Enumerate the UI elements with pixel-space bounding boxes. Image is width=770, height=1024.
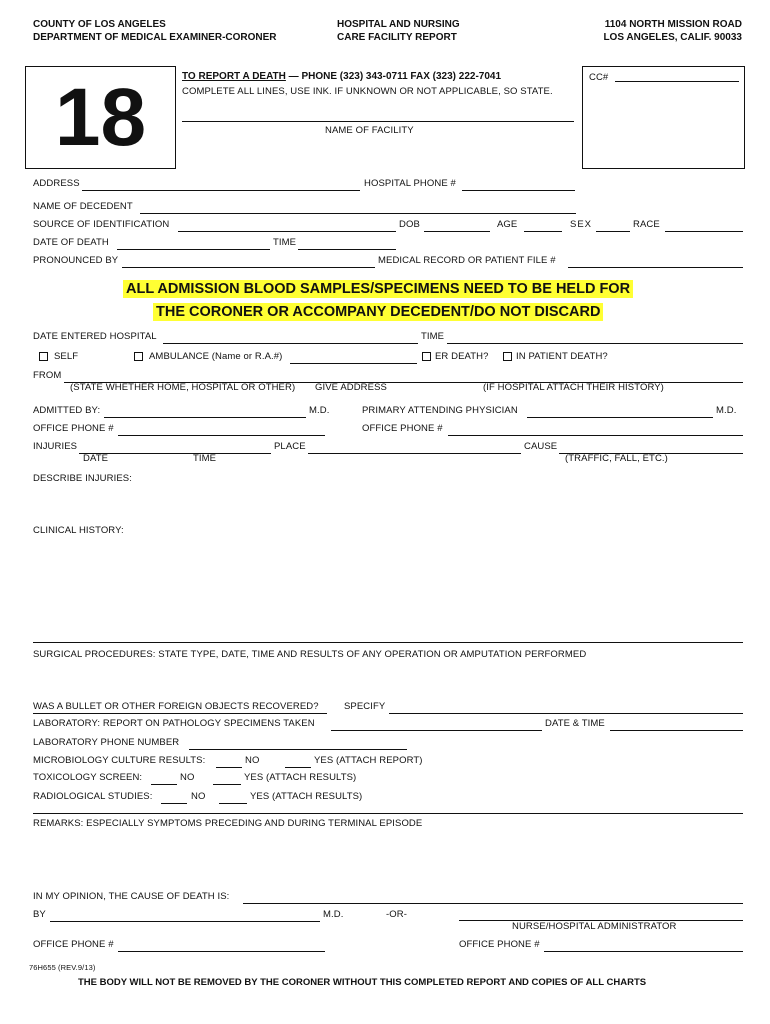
cause-opinion-label: IN MY OPINION, THE CAUSE OF DEATH IS: <box>33 891 230 902</box>
admit-time-label: TIME <box>421 331 445 342</box>
footer-notice: THE BODY WILL NOT BE REMOVED BY THE CORONER WITHOUT THIS COMPLETED REPORT AND COPIES OF ALL CHARTS <box>78 977 647 988</box>
from-hint-history: (IF HOSPITAL ATTACH THEIR HISTORY) <box>483 382 664 393</box>
death-time-label: TIME <box>273 237 297 248</box>
from-hint-address: GIVE ADDRESS <box>315 382 387 393</box>
report-title-underlined: TO REPORT A DEATH <box>182 71 286 82</box>
facility-name-label: NAME OF FACILITY <box>325 125 414 136</box>
alert-line1: ALL ADMISSION BLOOD SAMPLES/SPECIMENS NEED TO BE HELD FOR <box>123 280 633 298</box>
race-field[interactable] <box>665 220 743 232</box>
medical-record-label: MEDICAL RECORD OR PATIENT FILE # <box>378 255 556 266</box>
place-label: PLACE <box>274 441 306 452</box>
facility-name-field[interactable] <box>182 121 574 122</box>
header-right-line2: LOS ANGELES, CALIF. 90033 <box>603 32 742 43</box>
source-id-label: SOURCE OF IDENTIFICATION <box>33 219 170 230</box>
from-hint-state: (STATE WHETHER HOME, HOSPITAL OR OTHER) <box>70 382 296 393</box>
specify-label: SPECIFY <box>344 701 386 712</box>
radio-no-label: NO <box>191 791 206 802</box>
cause-opinion-field[interactable] <box>243 892 743 904</box>
death-time-field[interactable] <box>298 238 396 250</box>
er-death-checkbox[interactable] <box>422 352 431 361</box>
header-report-type <box>337 18 460 44</box>
cc-box[interactable] <box>582 66 745 169</box>
office-phone-label: OFFICE PHONE # <box>33 423 114 434</box>
surgical-procedures-label: SURGICAL PROCEDURES: STATE TYPE, DATE, TIME AND RESULTS OF ANY OPERATION OR AMPUTATION PERFORMED <box>33 649 587 660</box>
from-label: FROM <box>33 370 62 381</box>
by-md-label: M.D. <box>323 909 344 920</box>
decedent-name-field[interactable] <box>140 202 576 214</box>
header-address <box>603 18 742 44</box>
micro-label: MICROBIOLOGY CULTURE RESULTS: <box>33 755 206 766</box>
radio-label: RADIOLOGICAL STUDIES: <box>33 791 153 802</box>
place-field[interactable] <box>308 442 521 454</box>
admitted-by-field[interactable] <box>104 406 306 418</box>
describe-injuries-label: DESCRIBE INJURIES: <box>33 473 132 484</box>
report-title <box>182 71 501 82</box>
date-of-death-label: DATE OF DEATH <box>33 237 109 248</box>
bullet-recovered-label: WAS A BULLET OR OTHER FOREIGN OBJECTS RECOVERED? <box>33 701 319 712</box>
tox-label: TOXICOLOGY SCREEN: <box>33 772 143 783</box>
ambulance-label: AMBULANCE (Name or R.A.#) <box>149 351 283 362</box>
physician-office-phone-label: OFFICE PHONE # <box>362 423 443 434</box>
address-field[interactable] <box>82 179 360 191</box>
hospital-phone-label: HOSPITAL PHONE # <box>364 178 456 189</box>
dob-field[interactable] <box>424 220 490 232</box>
bullet-line <box>33 713 327 714</box>
office-phone-field[interactable] <box>118 424 325 436</box>
physician-md-label: M.D. <box>716 405 737 416</box>
address-label: ADDRESS <box>33 178 80 189</box>
race-label: RACE <box>633 219 660 230</box>
nurse-office-phone-label: OFFICE PHONE # <box>459 939 540 950</box>
lab-phone-field[interactable] <box>189 738 407 750</box>
ambulance-field[interactable] <box>290 352 417 364</box>
self-label: SELF <box>54 351 79 362</box>
injury-date-hint: DATE <box>83 453 109 464</box>
admitted-md-label: M.D. <box>309 405 330 416</box>
tox-yes-label: YES (ATTACH RESULTS) <box>244 772 357 783</box>
specify-field[interactable] <box>389 702 743 714</box>
radio-no-field[interactable] <box>161 792 187 804</box>
form-number-box <box>25 66 176 169</box>
decedent-name-label: NAME OF DECEDENT <box>33 201 133 212</box>
alert-line2: THE CORONER OR ACCOMPANY DECEDENT/DO NOT DISCARD <box>153 303 603 321</box>
closing-office-phone-field[interactable] <box>118 940 325 952</box>
laboratory-field[interactable] <box>331 719 542 731</box>
ambulance-checkbox[interactable] <box>134 352 143 361</box>
micro-no-field[interactable] <box>216 756 242 768</box>
er-death-label: ER DEATH? <box>435 351 489 362</box>
date-entered-field[interactable] <box>163 332 418 344</box>
or-label: -OR- <box>386 909 407 920</box>
admit-time-field[interactable] <box>447 332 743 344</box>
lab-date-time-label: DATE & TIME <box>545 718 605 729</box>
clinical-history-label: CLINICAL HISTORY: <box>33 525 124 536</box>
lab-date-time-field[interactable] <box>610 719 743 731</box>
pronounced-by-label: PRONOUNCED BY <box>33 255 119 266</box>
instructions-text: COMPLETE ALL LINES, USE INK. IF UNKNOWN OR NOT APPLICABLE, SO STATE. <box>182 86 553 97</box>
revision-label: 76H655 (REV.9/13) <box>29 963 96 972</box>
in-patient-death-checkbox[interactable] <box>503 352 512 361</box>
tox-no-field[interactable] <box>151 773 177 785</box>
sex-field[interactable] <box>596 220 630 232</box>
micro-yes-label: YES (ATTACH REPORT) <box>314 755 423 766</box>
medical-record-field[interactable] <box>568 256 743 268</box>
remarks-label: REMARKS: ESPECIALLY SYMPTOMS PRECEDING AND DURING TERMINAL EPISODE <box>33 818 423 829</box>
date-entered-label: DATE ENTERED HOSPITAL <box>33 331 157 342</box>
radio-yes-label: YES (ATTACH RESULTS) <box>250 791 363 802</box>
tox-no-label: NO <box>180 772 195 783</box>
physician-office-phone-field[interactable] <box>448 424 743 436</box>
closing-office-phone-label: OFFICE PHONE # <box>33 939 114 950</box>
age-field[interactable] <box>524 220 562 232</box>
cc-field[interactable] <box>615 70 739 82</box>
laboratory-label: LABORATORY: REPORT ON PATHOLOGY SPECIMENS TAKEN <box>33 718 315 729</box>
nurse-label: NURSE/HOSPITAL ADMINISTRATOR <box>512 921 677 932</box>
lab-phone-label: LABORATORY PHONE NUMBER <box>33 737 180 748</box>
micro-yes-field[interactable] <box>285 756 311 768</box>
report-title-phone: — PHONE (323) 343-0711 FAX (323) 222-7041 <box>285 71 502 82</box>
pronounced-by-field[interactable] <box>122 256 375 268</box>
primary-physician-field[interactable] <box>527 406 713 418</box>
clinical-history-line[interactable] <box>33 642 743 643</box>
self-checkbox[interactable] <box>39 352 48 361</box>
header-right-line1: 1104 NORTH MISSION ROAD <box>604 19 742 30</box>
nurse-office-phone-field[interactable] <box>544 940 743 952</box>
micro-no-label: NO <box>245 755 260 766</box>
date-of-death-field[interactable] <box>117 238 270 250</box>
primary-physician-label: PRIMARY ATTENDING PHYSICIAN <box>362 405 518 416</box>
remarks-line[interactable] <box>33 813 743 814</box>
hospital-phone-field[interactable] <box>462 179 575 191</box>
age-label: AGE <box>497 219 518 230</box>
cause-hint: (TRAFFIC, FALL, ETC.) <box>565 453 668 464</box>
dob-label: DOB <box>399 219 420 230</box>
header-center-line2: CARE FACILITY REPORT <box>337 32 457 43</box>
cause-label: CAUSE <box>524 441 558 452</box>
in-patient-death-label: IN PATIENT DEATH? <box>516 351 608 362</box>
cc-label: CC# <box>589 72 609 83</box>
injury-time-hint: TIME <box>193 453 217 464</box>
header-left-line1: COUNTY OF LOS ANGELES <box>33 19 166 30</box>
by-label: BY <box>33 909 46 920</box>
sex-label: SEX <box>570 219 593 230</box>
radio-yes-field[interactable] <box>219 792 247 804</box>
source-id-field[interactable] <box>178 220 396 232</box>
header-center-line1: HOSPITAL AND NURSING <box>337 19 460 30</box>
by-field[interactable] <box>50 910 320 922</box>
tox-yes-field[interactable] <box>213 773 241 785</box>
injuries-label: INJURIES <box>33 441 78 452</box>
form-number: 18 <box>54 71 147 163</box>
header-county <box>33 18 277 44</box>
header-left-line2: DEPARTMENT OF MEDICAL EXAMINER-CORONER <box>33 32 277 43</box>
admitted-by-label: ADMITTED BY: <box>33 405 101 416</box>
